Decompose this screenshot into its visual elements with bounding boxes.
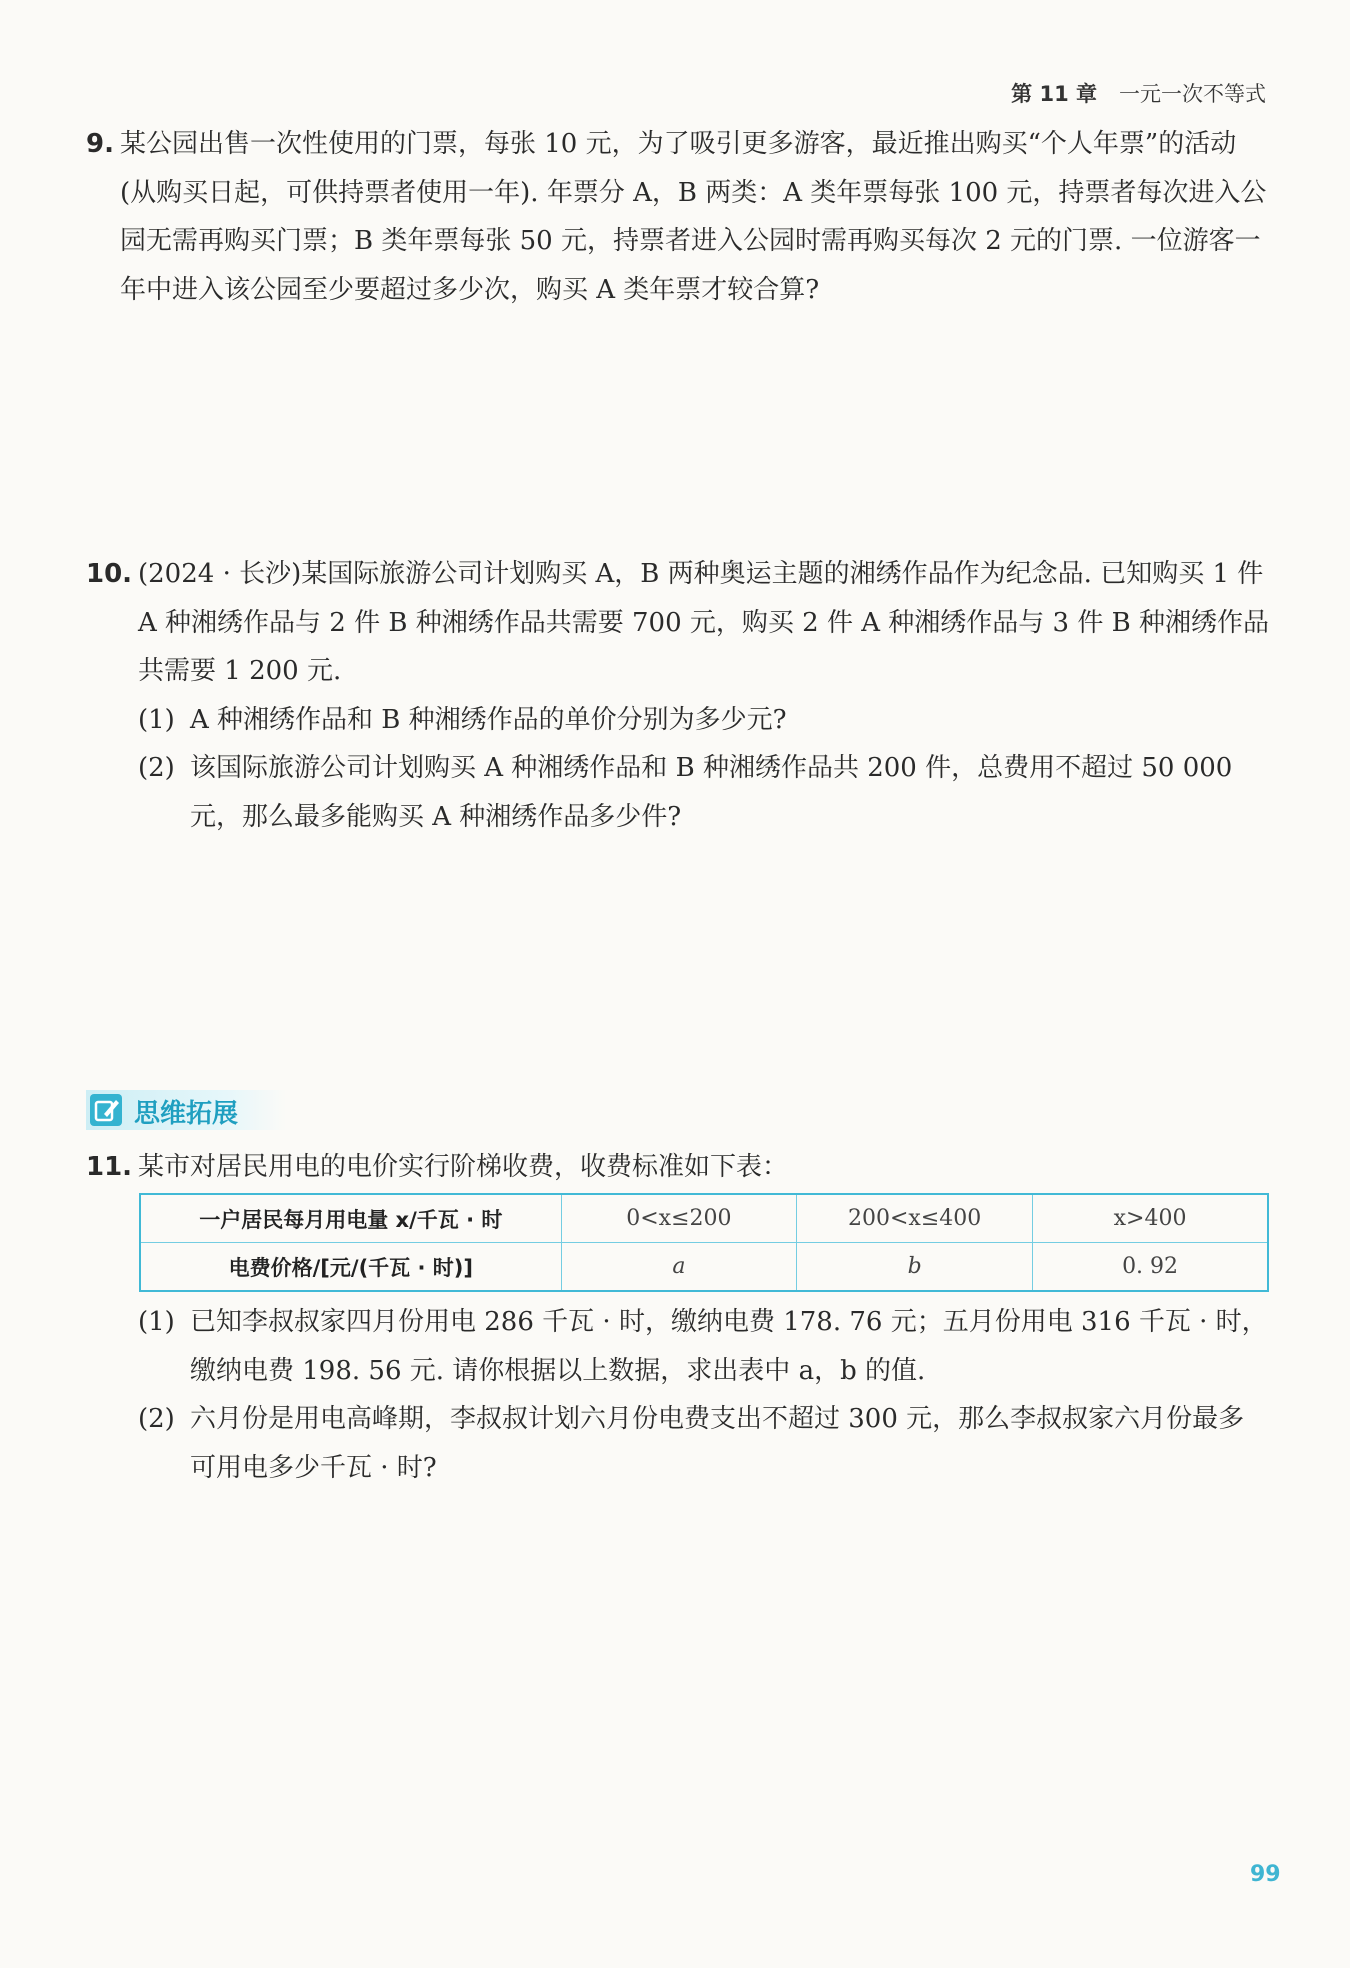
sub-question-label: (1) [138, 704, 175, 735]
table-cell: 200<x≤400 [797, 1194, 1033, 1243]
table-cell: 0<x≤200 [561, 1194, 796, 1243]
question-number: 11. [86, 1152, 133, 1182]
question-number: 10. [86, 559, 133, 589]
table-row [140, 1243, 1268, 1292]
question-11-subquestions [86, 1298, 1270, 1492]
page-number: 99 [1250, 1862, 1281, 1887]
question-number: 9. [86, 129, 114, 159]
table-cell: x>400 [1033, 1194, 1268, 1243]
table-header-cell: 电费价格/[元/(千瓦 · 时)] [140, 1243, 561, 1292]
question-text: (2024 · 长沙)某国际旅游公司计划购买 A，B 两种奥运主题的湘绣作品作为纪念品. 已知购买 1 件 A 种湘绣作品与 2 件 B 种湘绣作品共需要 700 元，购买 2 件 A 种湘绣作品与 3 件 B 种湘绣作品共需要 1 200 元. [138, 559, 1269, 686]
section-title: 思维拓展 [134, 1099, 239, 1129]
sub-question-text: 已知李叔叔家四月份用电 286 千瓦 · 时，缴纳电费 178. 76 元；五月份用电 316 千瓦 · 时，缴纳电费 198. 56 元. 请你根据以上数据，求出表中 a，b 的值. [190, 1307, 1268, 1386]
sub-question-label: (2) [138, 753, 175, 783]
question-text: 某公园出售一次性使用的门票，每张 10 元，为了吸引更多游客，最近推出购买“个人年票”的活动(从购买日起，可供持票者使用一年). 年票分 A，B 两类：A 类年票每张 100 元，持票者每次进入公园无需再购买门票；B 类年票每张 50 元，持票者进入公园时需再购买每次 2 元的门票. 一位游客一年中进入该公园至少要超过多少次，购买 A 类年票才较合算? [120, 129, 1267, 305]
chapter-header [1011, 78, 1266, 108]
sub-question-1 [86, 696, 1270, 745]
sub-question-2 [86, 1395, 1270, 1492]
sub-question-2 [86, 744, 1270, 841]
table-cell: a [561, 1243, 796, 1292]
pencil-note-icon [90, 1094, 122, 1126]
table-cell: b [797, 1243, 1033, 1292]
sub-question-label: (2) [138, 1404, 175, 1434]
table-cell: 0. 92 [1033, 1243, 1268, 1292]
chapter-number: 第 11 章 [1011, 82, 1097, 106]
sub-question-1 [86, 1298, 1270, 1395]
sub-question-text: A 种湘绣作品和 B 种湘绣作品的单价分别为多少元? [190, 704, 787, 735]
sub-question-text: 六月份是用电高峰期，李叔叔计划六月份电费支出不超过 300 元，那么李叔叔家六月份最多可用电多少千瓦 · 时? [190, 1404, 1245, 1483]
sub-question-text: 该国际旅游公司计划购买 A 种湘绣作品和 B 种湘绣作品共 200 件，总费用不超过 50 000 元，那么最多能购买 A 种湘绣作品多少件? [190, 753, 1233, 832]
question-10 [86, 550, 1270, 841]
question-11 [86, 1143, 1270, 1192]
chapter-title: 一元一次不等式 [1119, 82, 1266, 106]
tariff-table [139, 1193, 1269, 1292]
section-heading [86, 1090, 286, 1130]
question-9 [86, 120, 1270, 314]
sub-question-label: (1) [138, 1307, 175, 1337]
table-header-cell: 一户居民每月用电量 x/千瓦 · 时 [140, 1194, 561, 1243]
question-text: 某市对居民用电的电价实行阶梯收费，收费标准如下表： [138, 1152, 789, 1182]
table-row [140, 1194, 1268, 1243]
